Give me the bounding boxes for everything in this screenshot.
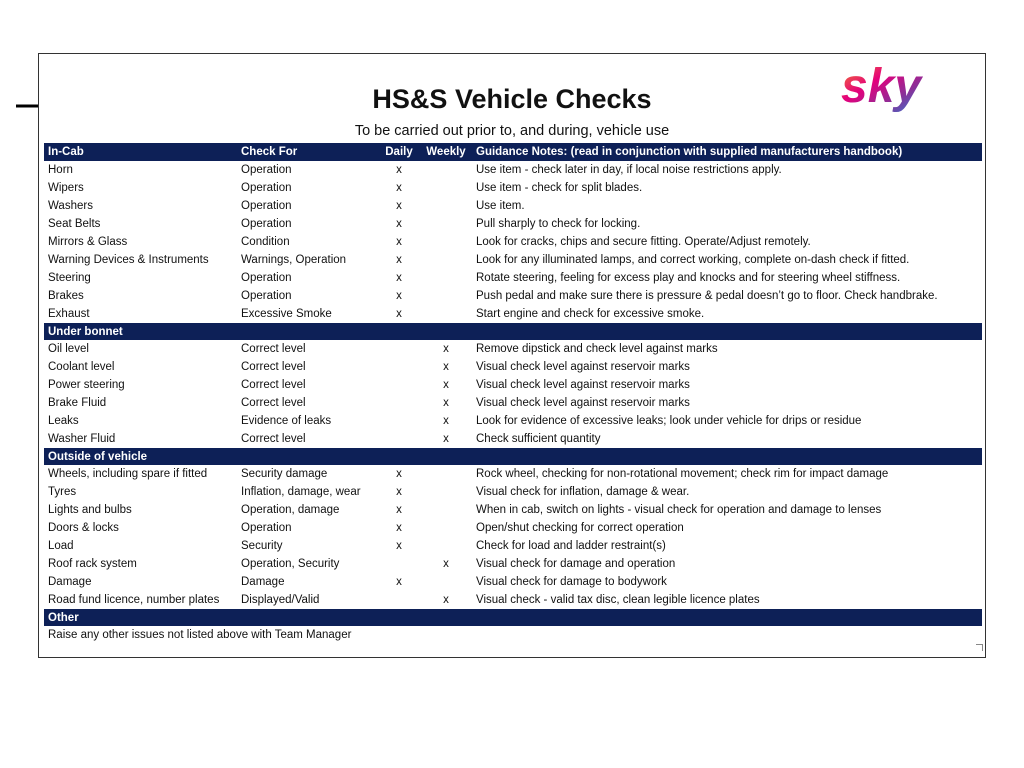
daily-cell bbox=[378, 376, 420, 394]
check-for-cell: Operation, damage bbox=[241, 504, 340, 516]
weekly-cell: x bbox=[443, 397, 449, 409]
guidance-notes-cell: Use item - check for split blades. bbox=[476, 182, 643, 194]
corner-mark bbox=[976, 644, 983, 651]
table-row bbox=[44, 251, 982, 269]
item-cell: Horn bbox=[48, 164, 73, 176]
item-cell: Warning Devices & Instruments bbox=[48, 254, 209, 266]
check-for-cell: Operation bbox=[241, 182, 292, 194]
section-other: Other bbox=[44, 609, 982, 626]
header-guidance-notes: Guidance Notes: (read in conjunction with supplied manufacturers handbook) bbox=[472, 143, 982, 161]
daily-cell bbox=[378, 394, 420, 412]
vehicle-checks-table bbox=[44, 143, 982, 644]
table-row bbox=[44, 376, 982, 394]
item-cell: Oil level bbox=[48, 343, 89, 355]
daily-cell: x bbox=[396, 164, 402, 176]
daily-cell: x bbox=[396, 290, 402, 302]
weekly-cell bbox=[420, 287, 472, 305]
weekly-cell bbox=[420, 465, 472, 483]
section-outside-vehicle: Outside of vehicle bbox=[44, 448, 982, 465]
weekly-cell bbox=[420, 251, 472, 269]
guidance-notes-cell: Visual check for damage to bodywork bbox=[476, 576, 667, 588]
weekly-cell: x bbox=[443, 433, 449, 445]
check-for-cell: Security bbox=[241, 540, 283, 552]
daily-cell: x bbox=[396, 254, 402, 266]
weekly-cell: x bbox=[443, 415, 449, 427]
table-header-row bbox=[44, 143, 982, 161]
table-row bbox=[44, 269, 982, 287]
guidance-notes-cell: Check sufficient quantity bbox=[476, 433, 601, 445]
weekly-cell: x bbox=[443, 343, 449, 355]
weekly-cell: x bbox=[443, 361, 449, 373]
table-row bbox=[44, 519, 982, 537]
check-for-cell: Correct level bbox=[241, 433, 306, 445]
weekly-cell bbox=[420, 305, 472, 323]
table-row bbox=[44, 483, 982, 501]
daily-cell: x bbox=[396, 486, 402, 498]
daily-cell bbox=[378, 412, 420, 430]
item-cell: Road fund licence, number plates bbox=[48, 594, 220, 606]
weekly-cell bbox=[420, 537, 472, 555]
table-row bbox=[44, 197, 982, 215]
check-for-cell: Operation bbox=[241, 522, 292, 534]
check-for-cell: Damage bbox=[241, 576, 285, 588]
table-row bbox=[44, 465, 982, 483]
check-for-cell: Evidence of leaks bbox=[241, 415, 332, 427]
table-row bbox=[44, 573, 982, 591]
daily-cell: x bbox=[396, 308, 402, 320]
guidance-notes-cell: Visual check level against reservoir marks bbox=[476, 397, 690, 409]
header-weekly: Weekly bbox=[420, 143, 472, 161]
item-cell: Roof rack system bbox=[48, 558, 137, 570]
item-cell: Mirrors & Glass bbox=[48, 236, 128, 248]
page-subtitle: To be carried out prior to, and during, vehicle use bbox=[354, 123, 670, 139]
check-for-cell: Displayed/Valid bbox=[241, 594, 320, 606]
guidance-notes-cell: Visual check for damage and operation bbox=[476, 558, 676, 570]
daily-cell: x bbox=[396, 182, 402, 194]
daily-cell: x bbox=[396, 236, 402, 248]
guidance-notes-cell: Visual check for inflation, damage & wear. bbox=[476, 486, 690, 498]
daily-cell: x bbox=[396, 522, 402, 534]
check-for-cell: Security damage bbox=[241, 468, 328, 480]
table-row bbox=[44, 358, 982, 376]
weekly-cell: x bbox=[443, 594, 449, 606]
item-cell: Load bbox=[48, 540, 74, 552]
table-row bbox=[44, 501, 982, 519]
daily-cell: x bbox=[396, 504, 402, 516]
header-daily: Daily bbox=[378, 143, 420, 161]
weekly-cell bbox=[420, 519, 472, 537]
guidance-notes-cell: Rock wheel, checking for non-rotational movement; check rim for impact damage bbox=[476, 468, 889, 480]
header-in-cab: In-Cab bbox=[44, 143, 237, 161]
guidance-notes-cell: Visual check - valid tax disc, clean legible licence plates bbox=[476, 594, 760, 606]
check-for-cell: Excessive Smoke bbox=[241, 308, 332, 320]
guidance-notes-cell: Visual check level against reservoir marks bbox=[476, 361, 690, 373]
daily-cell bbox=[378, 555, 420, 573]
daily-cell: x bbox=[396, 540, 402, 552]
table-row bbox=[44, 430, 982, 448]
weekly-cell bbox=[420, 483, 472, 501]
table-row bbox=[44, 287, 982, 305]
check-for-cell: Correct level bbox=[241, 361, 306, 373]
table-row bbox=[44, 305, 982, 323]
table-row bbox=[44, 412, 982, 430]
guidance-notes-cell: Look for evidence of excessive leaks; look under vehicle for drips or residue bbox=[476, 415, 862, 427]
under-bonnet-section bbox=[44, 340, 982, 448]
daily-cell bbox=[378, 591, 420, 609]
weekly-cell: x bbox=[443, 558, 449, 570]
item-cell: Brake Fluid bbox=[48, 397, 107, 409]
item-cell: Lights and bulbs bbox=[48, 504, 132, 516]
check-for-cell: Correct level bbox=[241, 379, 306, 391]
weekly-cell bbox=[420, 197, 472, 215]
item-cell: Leaks bbox=[48, 415, 79, 427]
item-cell: Seat Belts bbox=[48, 218, 101, 230]
weekly-cell bbox=[420, 233, 472, 251]
outside-vehicle-section bbox=[44, 465, 982, 609]
table-row bbox=[44, 591, 982, 609]
table-row bbox=[44, 215, 982, 233]
daily-cell: x bbox=[396, 200, 402, 212]
guidance-notes-cell: Use item - check later in day, if local noise restrictions apply. bbox=[476, 164, 782, 176]
guidance-notes-cell: When in cab, switch on lights - visual check for operation and damage to lenses bbox=[476, 504, 882, 516]
item-cell: Brakes bbox=[48, 290, 84, 302]
check-for-cell: Operation, Security bbox=[241, 558, 340, 570]
guidance-notes-cell: Use item. bbox=[476, 200, 525, 212]
daily-cell bbox=[378, 358, 420, 376]
table-row bbox=[44, 233, 982, 251]
weekly-cell bbox=[420, 269, 472, 287]
weekly-cell: x bbox=[443, 379, 449, 391]
svg-text:sky: sky bbox=[841, 60, 922, 113]
other-row bbox=[44, 626, 982, 644]
daily-cell: x bbox=[396, 468, 402, 480]
item-cell: Wipers bbox=[48, 182, 84, 194]
item-cell: Washers bbox=[48, 200, 93, 212]
guidance-notes-cell: Look for cracks, chips and secure fitting. Operate/Adjust remotely. bbox=[476, 236, 811, 248]
daily-cell bbox=[378, 430, 420, 448]
item-cell: Doors & locks bbox=[48, 522, 119, 534]
check-for-cell: Inflation, damage, wear bbox=[241, 486, 361, 498]
weekly-cell bbox=[420, 215, 472, 233]
item-cell: Damage bbox=[48, 576, 92, 588]
other-text: Raise any other issues not listed above with Team Manager bbox=[48, 629, 352, 641]
guidance-notes-cell: Push pedal and make sure there is pressure & pedal doesn’t go to floor. Check handbrake. bbox=[476, 290, 938, 302]
table-row bbox=[44, 537, 982, 555]
guidance-notes-cell: Start engine and check for excessive smoke. bbox=[476, 308, 705, 320]
check-for-cell: Warnings, Operation bbox=[241, 254, 347, 266]
guidance-notes-cell: Rotate steering, feeling for excess play and knocks and for steering wheel stiffness. bbox=[476, 272, 901, 284]
check-for-cell: Operation bbox=[241, 164, 292, 176]
table-row bbox=[44, 394, 982, 412]
in-cab-section bbox=[44, 161, 982, 323]
item-cell: Exhaust bbox=[48, 308, 90, 320]
daily-cell: x bbox=[396, 576, 402, 588]
item-cell: Washer Fluid bbox=[48, 433, 116, 445]
header-check-for: Check For bbox=[237, 143, 378, 161]
check-for-cell: Condition bbox=[241, 236, 290, 248]
weekly-cell bbox=[420, 501, 472, 519]
table-row bbox=[44, 555, 982, 573]
item-cell: Coolant level bbox=[48, 361, 115, 373]
check-for-cell: Correct level bbox=[241, 343, 306, 355]
weekly-cell bbox=[420, 161, 472, 179]
guidance-notes-cell: Check for load and ladder restraint(s) bbox=[476, 540, 666, 552]
table-row bbox=[44, 179, 982, 197]
page-title: HS&S Vehicle Checks bbox=[372, 84, 652, 114]
check-for-cell: Operation bbox=[241, 218, 292, 230]
daily-cell: x bbox=[396, 218, 402, 230]
section-under-bonnet: Under bonnet bbox=[44, 323, 982, 340]
guidance-notes-cell: Pull sharply to check for locking. bbox=[476, 218, 641, 230]
item-cell: Tyres bbox=[48, 486, 77, 498]
daily-cell bbox=[378, 340, 420, 358]
item-cell: Wheels, including spare if fitted bbox=[48, 468, 208, 480]
weekly-cell bbox=[420, 573, 472, 591]
guidance-notes-cell: Remove dipstick and check level against marks bbox=[476, 343, 718, 355]
item-cell: Power steering bbox=[48, 379, 125, 391]
checklist-page bbox=[38, 53, 986, 658]
guidance-notes-cell: Look for any illuminated lamps, and correct working, complete on-dash check if fitted. bbox=[476, 254, 910, 266]
daily-cell: x bbox=[396, 272, 402, 284]
table-row bbox=[44, 340, 982, 358]
check-for-cell: Operation bbox=[241, 290, 292, 302]
item-cell: Steering bbox=[48, 272, 91, 284]
table-row bbox=[44, 161, 982, 179]
check-for-cell: Operation bbox=[241, 272, 292, 284]
check-for-cell: Operation bbox=[241, 200, 292, 212]
guidance-notes-cell: Visual check level against reservoir marks bbox=[476, 379, 690, 391]
check-for-cell: Correct level bbox=[241, 397, 306, 409]
guidance-notes-cell: Open/shut checking for correct operation bbox=[476, 522, 684, 534]
weekly-cell bbox=[420, 179, 472, 197]
